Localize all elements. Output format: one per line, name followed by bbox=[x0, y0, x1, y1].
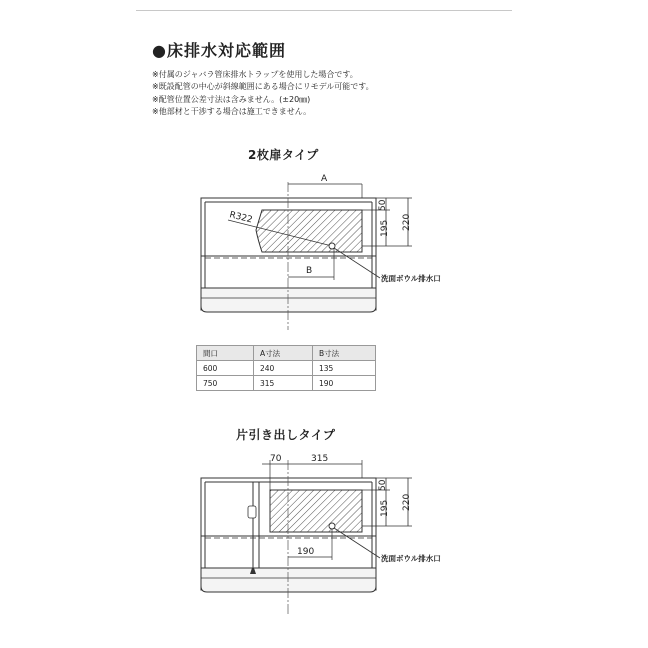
cabinet-base bbox=[201, 288, 376, 312]
type2-title: 片引き出しタイプ bbox=[236, 428, 336, 442]
dimension-70: 70 bbox=[270, 454, 282, 464]
note-item: ※付属のジャバラ管床排水トラップを使用した場合です。 bbox=[152, 70, 358, 79]
note-item: ※配管位置公差寸法は含みません。(±20㎜) bbox=[152, 94, 311, 104]
table-row bbox=[197, 361, 376, 376]
table-header: B寸法 bbox=[313, 346, 376, 361]
dimension-195: 195 bbox=[380, 219, 390, 237]
note-item: ※他部材と干渉する場合は施工できません。 bbox=[152, 106, 312, 116]
drain-label: 洗面ボウル排水口 bbox=[381, 554, 441, 563]
dimension-table bbox=[196, 345, 376, 391]
table-header-row bbox=[197, 346, 376, 361]
dimension-b: B bbox=[306, 266, 313, 276]
type1-title: 2枚扉タイプ bbox=[248, 148, 319, 162]
table-cell: 600 bbox=[197, 361, 254, 376]
table-cell: 750 bbox=[197, 376, 254, 391]
table-header: A寸法 bbox=[254, 346, 313, 361]
two-door-diagram bbox=[0, 170, 648, 335]
drawer-diagram bbox=[0, 450, 648, 620]
notes-list bbox=[152, 69, 374, 118]
cabinet-base bbox=[201, 568, 376, 592]
table-cell: 135 bbox=[313, 361, 376, 376]
table-cell: 190 bbox=[313, 376, 376, 391]
dimension-220: 220 bbox=[402, 213, 412, 231]
drain-label: 洗面ボウル排水口 bbox=[381, 274, 441, 283]
section-title: ●床排水対応範囲 bbox=[152, 41, 286, 60]
dimension-315: 315 bbox=[311, 454, 329, 464]
note-item: ※既設配管の中心が斜線範囲にある場合にリモデル可能です。 bbox=[152, 82, 374, 92]
dimension-a: A bbox=[321, 174, 328, 184]
top-divider bbox=[136, 10, 512, 11]
dimension-190: 190 bbox=[297, 547, 315, 557]
dimension-220: 220 bbox=[402, 493, 412, 511]
table-header: 間口 bbox=[197, 346, 254, 361]
radius-label: R322 bbox=[228, 210, 254, 226]
dimension-50: 50 bbox=[378, 199, 388, 211]
drain-range-area bbox=[270, 490, 362, 532]
table-row bbox=[197, 376, 376, 391]
table-cell: 315 bbox=[254, 376, 313, 391]
table-cell: 240 bbox=[254, 361, 313, 376]
dimension-50: 50 bbox=[378, 479, 388, 491]
drawer-handle-icon bbox=[248, 506, 256, 518]
dimension-195: 195 bbox=[380, 499, 390, 517]
